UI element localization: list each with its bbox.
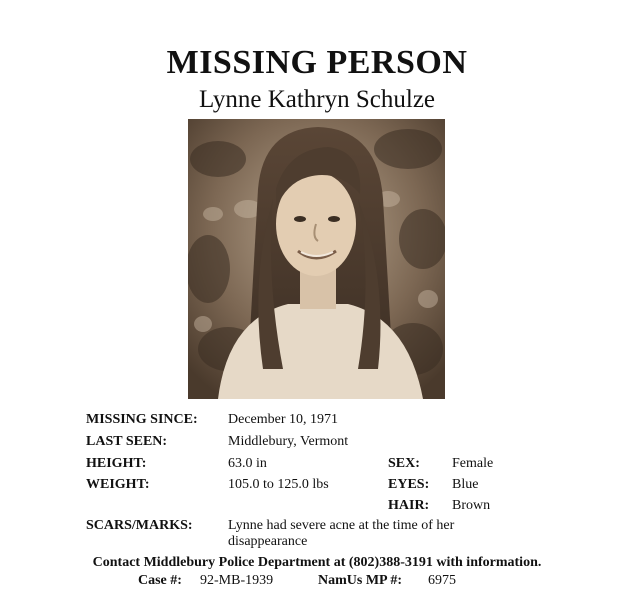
namus-label: NamUs MP #: (318, 573, 402, 588)
missing-since-value: December 10, 1971 (228, 412, 339, 427)
portrait-illustration (188, 119, 445, 399)
person-name: Lynne Kathryn Schulze (198, 86, 436, 113)
hair-value: Brown (452, 498, 491, 513)
eyes-value: Blue (452, 477, 479, 492)
last-seen-label: LAST SEEN: (86, 434, 168, 449)
hair-label: HAIR: (388, 498, 430, 513)
scars-label: SCARS/MARKS: (86, 518, 193, 533)
case-number-value: 92-MB-1939 (200, 573, 274, 588)
height-value: 63.0 in (228, 456, 267, 471)
portrait-photo (188, 119, 445, 399)
case-number-label: Case #: (138, 573, 182, 588)
scars-value-line2: disappearance (228, 534, 308, 549)
missing-since-label: MISSING SINCE: (86, 412, 198, 427)
eyes-label: EYES: (388, 477, 430, 492)
height-label: HEIGHT: (86, 456, 147, 471)
sex-value: Female (452, 456, 494, 471)
last-seen-value: Middlebury, Vermont (228, 434, 349, 449)
poster-title: MISSING PERSON (166, 44, 468, 81)
weight-value: 105.0 to 125.0 lbs (228, 477, 329, 492)
weight-label: WEIGHT: (86, 477, 150, 492)
namus-value: 6975 (428, 573, 456, 588)
sex-label: SEX: (388, 456, 420, 471)
contact-info: Contact Middlebury Police Department at (802)388-3191 with information. (92, 555, 542, 570)
scars-value-line1: Lynne had severe acne at the time of her (228, 518, 455, 533)
